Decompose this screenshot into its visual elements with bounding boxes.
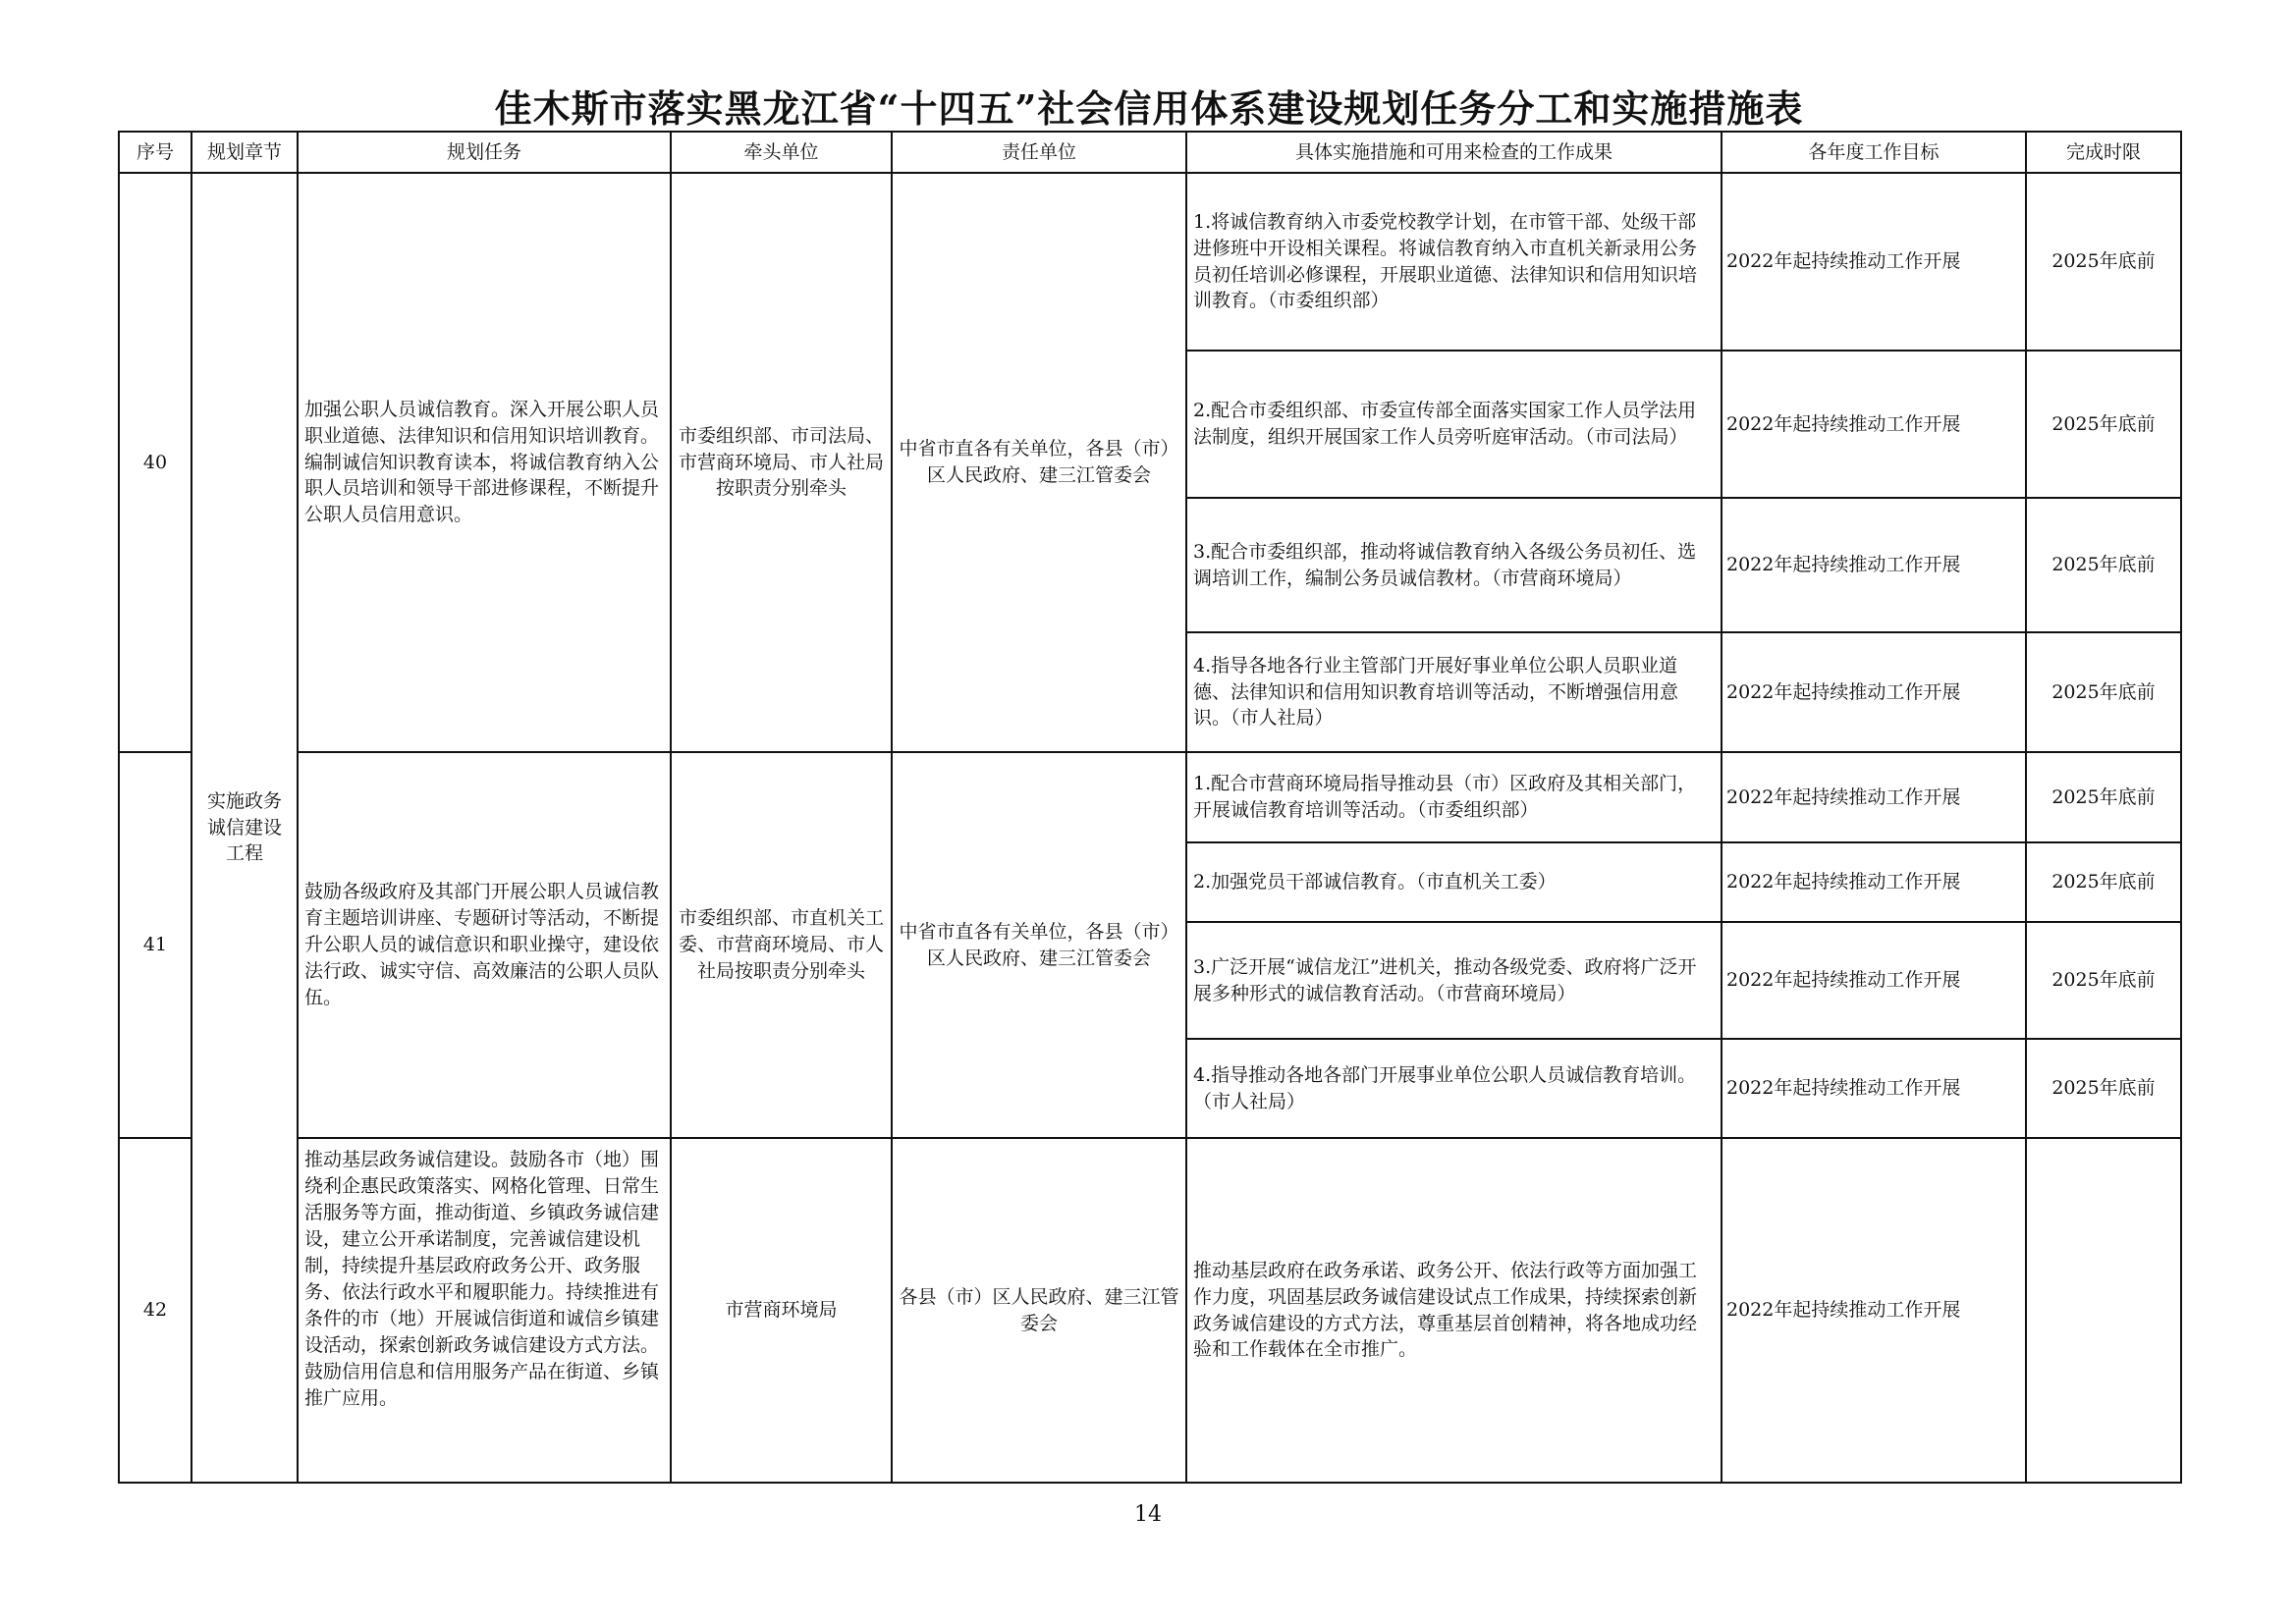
goal-cell: 2022年起持续推动工作开展 — [1722, 498, 2026, 632]
measure-cell: 3.广泛开展“诚信龙江”进机关，推动各级党委、政府将广泛开展多种形式的诚信教育活动。（市营商环境局） — [1186, 922, 1722, 1039]
deadline-cell: 2025年底前 — [2026, 351, 2181, 498]
row-number: 40 — [119, 173, 191, 752]
header-resp: 责任单位 — [892, 132, 1186, 173]
goal-cell: 2022年起持续推动工作开展 — [1722, 632, 2026, 752]
deadline-cell: 2025年底前 — [2026, 173, 2181, 351]
goal-cell: 2022年起持续推动工作开展 — [1722, 922, 2026, 1039]
header-measures: 具体实施措施和可用来检查的工作成果 — [1186, 132, 1722, 173]
task-cell: 鼓励各级政府及其部门开展公职人员诚信教育主题培训讲座、专题研讨等活动，不断提升公职人员的诚信意识和职业操守，建设依法行政、诚实守信、高效廉洁的公职人员队伍。 — [298, 752, 671, 1138]
page-number: 14 — [1134, 1502, 1162, 1527]
measure-cell: 4.指导各地各行业主管部门开展好事业单位公职人员职业道德、法律知识和信用知识教育培训等活动，不断增强信用意识。（市人社局） — [1186, 632, 1722, 752]
deadline-cell: 2025年底前 — [2026, 498, 2181, 632]
measure-cell: 4.指导推动各地各部门开展事业单位公职人员诚信教育培训。（市人社局） — [1186, 1039, 1722, 1138]
goal-cell: 2022年起持续推动工作开展 — [1722, 1039, 2026, 1138]
deadline-cell — [2026, 1138, 2181, 1483]
header-chapter: 规划章节 — [191, 132, 298, 173]
measure-cell: 2.加强党员干部诚信教育。（市直机关工委） — [1186, 842, 1722, 922]
measure-cell: 1.配合市营商环境局指导推动县（市）区政府及其相关部门，开展诚信教育培训等活动。（市委组织部） — [1186, 752, 1722, 842]
goal-cell: 2022年起持续推动工作开展 — [1722, 842, 2026, 922]
goal-cell: 2022年起持续推动工作开展 — [1722, 173, 2026, 351]
header-row — [119, 132, 2181, 173]
measure-cell: 3.配合市委组织部，推动将诚信教育纳入各级公务员初任、选调培训工作，编制公务员诚信教材。（市营商环境局） — [1186, 498, 1722, 632]
deadline-cell: 2025年底前 — [2026, 1039, 2181, 1138]
goal-cell: 2022年起持续推动工作开展 — [1722, 1138, 2026, 1483]
responsible-unit-cell: 中省市直各有关单位，各县（市）区人民政府、建三江管委会 — [892, 173, 1186, 752]
row-number: 42 — [119, 1138, 191, 1483]
measure-cell: 1.将诚信教育纳入市委党校教学计划，在市管干部、处级干部进修班中开设相关课程。将诚信教育纳入市直机关新录用公务员初任培训必修课程，开展职业道德、法律知识和信用知识培训教育。（市委组织部） — [1186, 173, 1722, 351]
lead-unit-cell: 市委组织部、市直机关工委、市营商环境局、市人社局按职责分别牵头 — [671, 752, 892, 1138]
measure-cell: 2.配合市委组织部、市委宣传部全面落实国家工作人员学法用法制度，组织开展国家工作人员旁听庭审活动。（市司法局） — [1186, 351, 1722, 498]
responsible-unit-cell: 各县（市）区人民政府、建三江管委会 — [892, 1138, 1186, 1483]
task-table — [118, 131, 2182, 1484]
table-row — [119, 1138, 2181, 1483]
deadline-cell: 2025年底前 — [2026, 922, 2181, 1039]
chapter-cell: 实施政务诚信建设工程 — [191, 173, 298, 1483]
table-row — [119, 752, 2181, 842]
responsible-unit-cell: 中省市直各有关单位，各县（市）区人民政府、建三江管委会 — [892, 752, 1186, 1138]
header-task: 规划任务 — [298, 132, 671, 173]
header-deadline: 完成时限 — [2026, 132, 2181, 173]
goal-cell: 2022年起持续推动工作开展 — [1722, 351, 2026, 498]
measure-cell: 推动基层政府在政务承诺、政务公开、依法行政等方面加强工作力度，巩固基层政务诚信建设试点工作成果，持续探索创新政务诚信建设的方式方法，尊重基层首创精神，将各地成功经验和工作载体在全市推广。 — [1186, 1138, 1722, 1483]
row-number: 41 — [119, 752, 191, 1138]
header-no: 序号 — [119, 132, 191, 173]
deadline-cell: 2025年底前 — [2026, 632, 2181, 752]
lead-unit-cell: 市营商环境局 — [671, 1138, 892, 1483]
deadline-cell: 2025年底前 — [2026, 752, 2181, 842]
header-lead: 牵头单位 — [671, 132, 892, 173]
lead-unit-cell: 市委组织部、市司法局、市营商环境局、市人社局按职责分别牵头 — [671, 173, 892, 752]
page-title: 佳木斯市落实黑龙江省“十四五”社会信用体系建设规划任务分工和实施措施表 — [494, 86, 1804, 131]
table-row — [119, 173, 2181, 351]
goal-cell: 2022年起持续推动工作开展 — [1722, 752, 2026, 842]
task-cell: 加强公职人员诚信教育。深入开展公职人员职业道德、法律知识和信用知识培训教育。编制诚信知识教育读本，将诚信教育纳入公职人员培训和领导干部进修课程，不断提升公职人员信用意识。 — [298, 173, 671, 752]
deadline-cell: 2025年底前 — [2026, 842, 2181, 922]
header-goal: 各年度工作目标 — [1722, 132, 2026, 173]
task-cell: 推动基层政务诚信建设。鼓励各市（地）围绕利企惠民政策落实、网格化管理、日常生活服务等方面，推动街道、乡镇政务诚信建设，建立公开承诺制度，完善诚信建设机制，持续提升基层政府政务公开、政务服务、依法行政水平和履职能力。持续推进有条件的市（地）开展诚信街道和诚信乡镇建设活动，探索创新政务诚信建设方式方法。鼓励信用信息和信用服务产品在街道、乡镇推广应用。 — [298, 1138, 671, 1483]
